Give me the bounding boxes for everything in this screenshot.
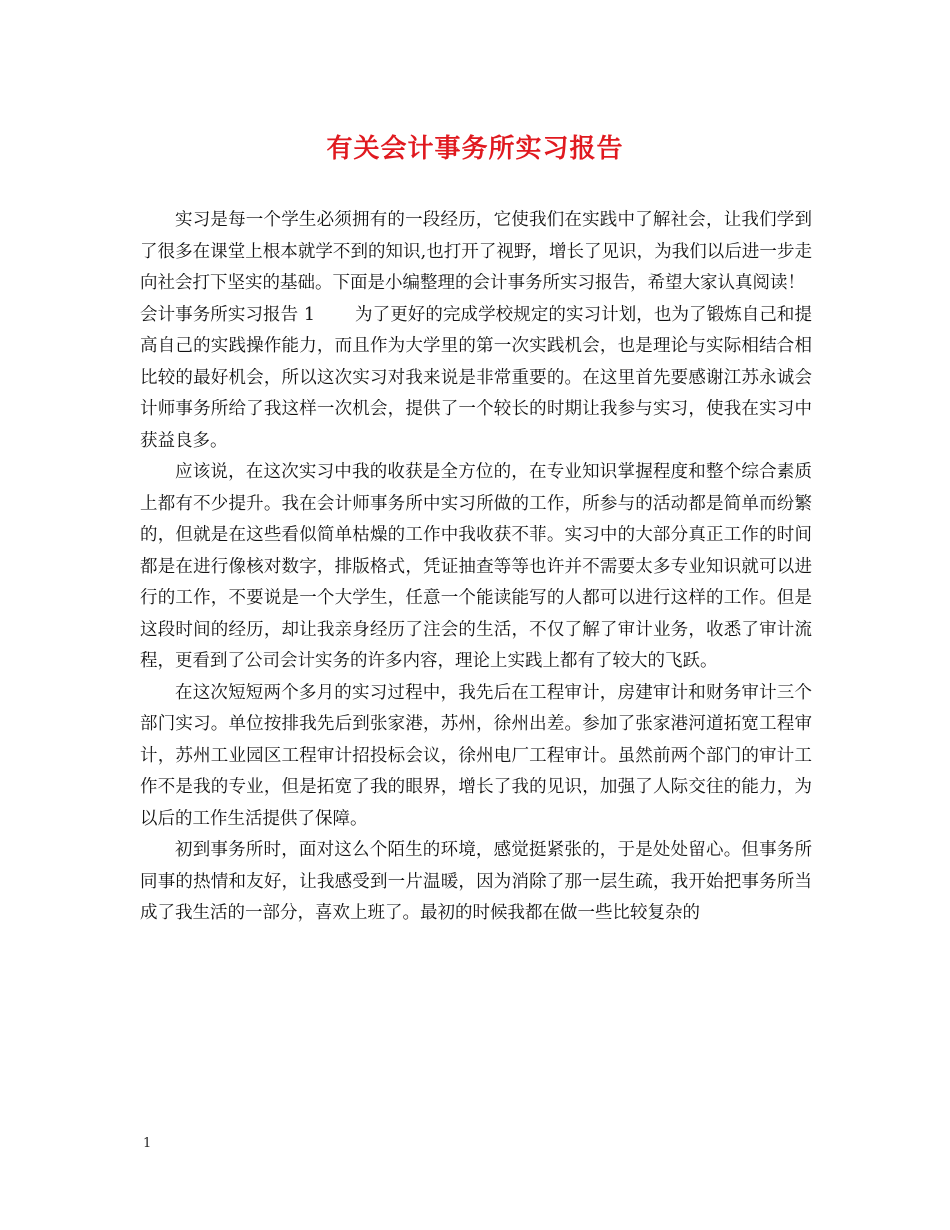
body-paragraph: 初到事务所时，面对这么个陌生的环境，感觉挺紧张的，于是处处留心。但事务所同事的热情和友好，让我感受到一片温暖，因为消除了那一层生疏，我开始把事务所当成了我生活的一部分，喜欢上班了。最初的时候我都在做一些比较复杂的 [140, 840, 812, 923]
intro-paragraph: 实习是每一个学生必须拥有的一段经历，它使我们在实践中了解社会，让我们学到了很多在课堂上根本就学不到的知识,也打开了视野，增长了见识，为我们以后进一步走向社会打下坚实的基础。下面是小编整理的会计事务所实习报告，希望大家认真阅读！ [140, 210, 812, 293]
report-first-paragraph-text: 为了更好的完成学校规定的实习计划，也为了锻炼自己和提高自己的实践操作能力，而且作为大学里的第一次实践机会，也是理论与实际相结合相比较的最好机会，所以这次实习对我来说是非常重要的。在这里首先要感谢江苏永诚会计师事务所给了我这样一次机会，提供了一个较长的时期让我参与实习，使我在实习中获益良多。 [140, 304, 813, 451]
body-paragraph: 在这次短短两个多月的实习过程中，我先后在工程审计，房建审计和财务审计三个部门实习。单位按排我先后到张家港，苏州，徐州出差。参加了张家港河道拓宽工程审计，苏州工业园区工程审计招投标会议，徐州电厂工程审计。虽然前两个部门的审计工作不是我的专业，但是拓宽了我的眼界，增长了我的见识，加强了人际交往的能力，为以后的工作生活提供了保障。 [140, 682, 812, 829]
page-number: 1 [143, 1136, 152, 1151]
document-body [140, 205, 812, 930]
report-first-paragraph [140, 300, 812, 458]
body-paragraph: 应该说，在这次实习中我的收获是全方位的，在专业知识掌握程度和整个综合素质上都有不少提升。我在会计师事务所中实习所做的工作，所参与的活动都是简单而纷繁的，但就是在这些看似简单枯燥的工作中我收获不菲。实习中的大部分真正工作的时间都是在进行像核对数字，排版格式，凭证抽查等等也许并不需要太多专业知识就可以进行的工作，不要说是一个大学生，任意一个能读能写的人都可以进行这样的工作。但是这段时间的经历，却让我亲身经历了注会的生活，不仅了解了审计业务，收悉了审计流程，更看到了公司会计实务的许多内容，理论上实践上都有了较大的飞跃。 [140, 462, 812, 671]
report-label: 会计事务所实习报告 1 [140, 304, 315, 325]
document-title: 有关会计事务所实习报告 [326, 134, 624, 164]
